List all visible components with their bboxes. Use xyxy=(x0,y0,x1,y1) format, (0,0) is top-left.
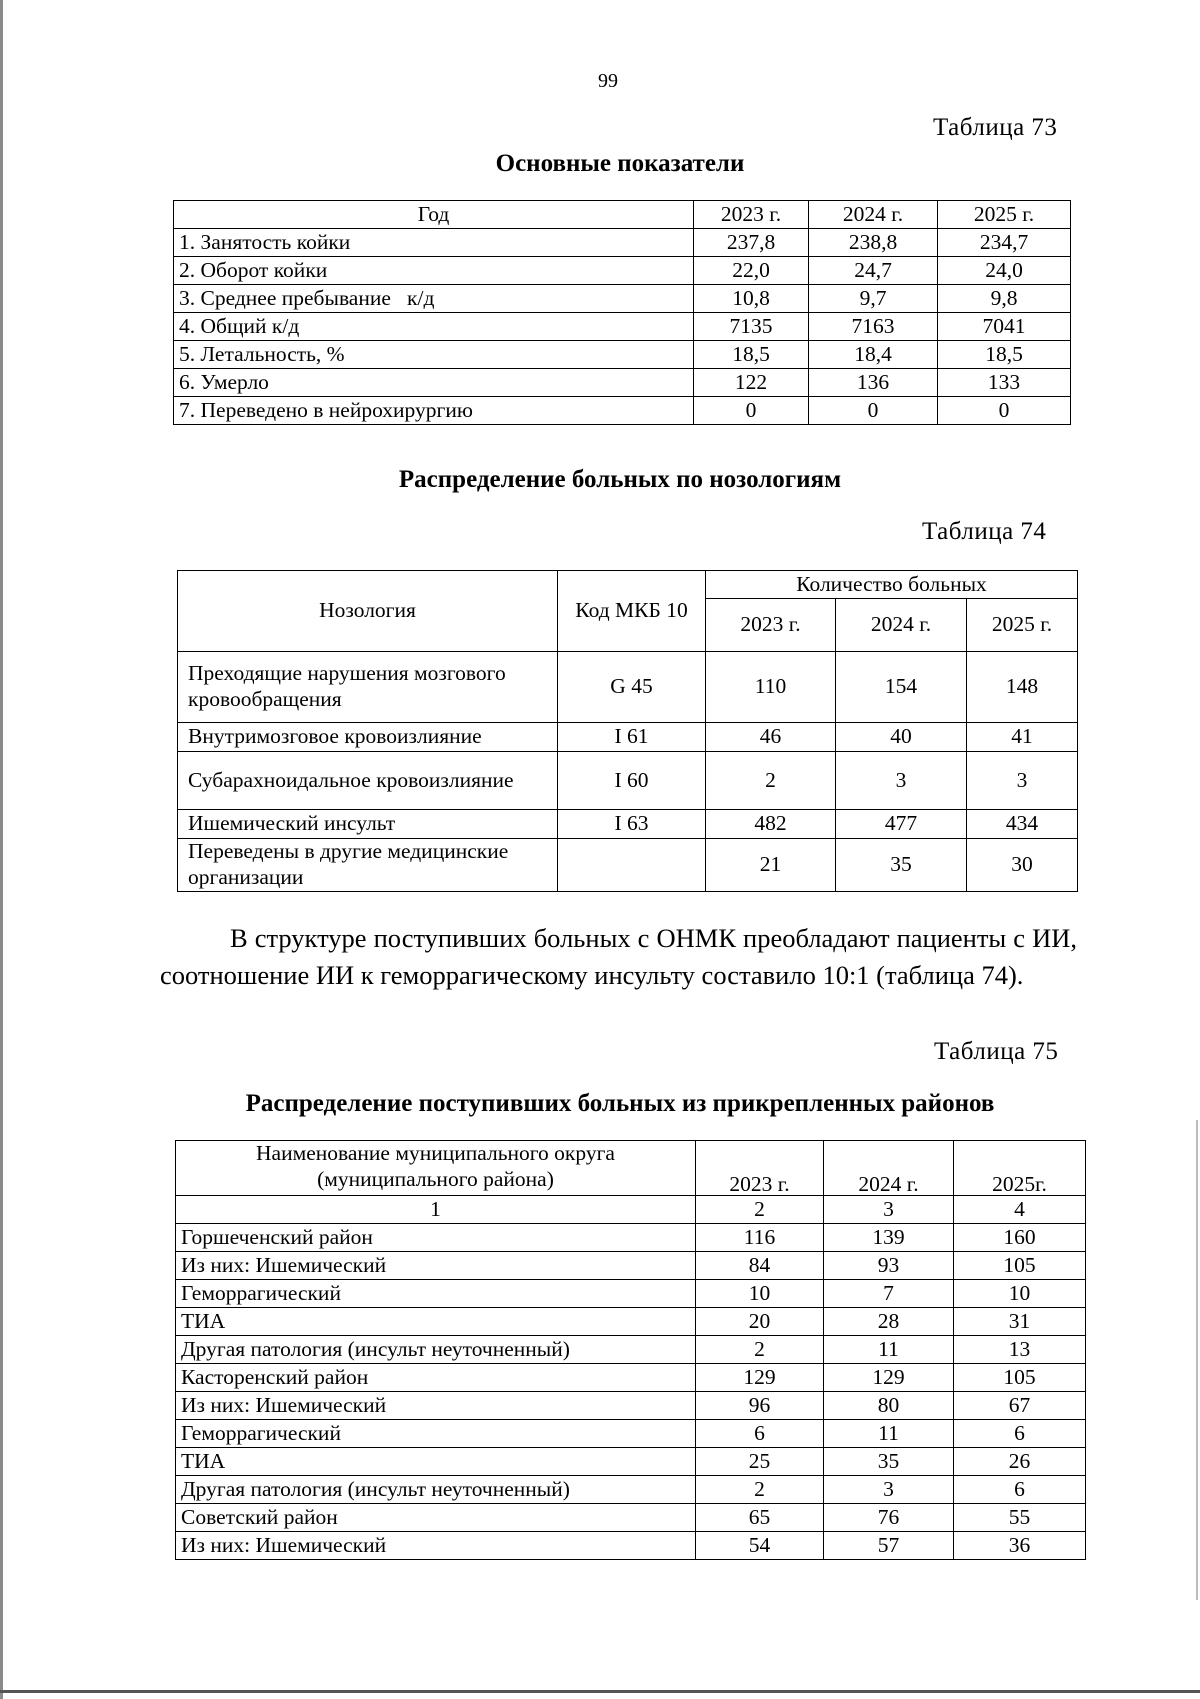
row-label: Субарахноидальное кровоизлияние xyxy=(178,752,558,810)
cell-value: 18,4 xyxy=(809,341,938,369)
table-row xyxy=(176,1392,1086,1420)
table-row xyxy=(176,1364,1086,1392)
cell-value: 41 xyxy=(967,723,1078,752)
header-cell: Год xyxy=(174,201,694,229)
cell-value: 30 xyxy=(967,839,1078,892)
cell-value: 6 xyxy=(696,1420,824,1448)
cell-value: 57 xyxy=(824,1532,954,1560)
table-header-row xyxy=(176,1141,1086,1196)
header-year: 2024 г. xyxy=(836,599,967,652)
cell-value: 9,7 xyxy=(809,285,938,313)
row-label: 2. Оборот койки xyxy=(174,257,694,285)
cell-value: 67 xyxy=(954,1392,1086,1420)
cell-value: 10 xyxy=(954,1280,1086,1308)
body-paragraph xyxy=(160,920,1077,994)
column-number: 4 xyxy=(954,1196,1086,1224)
header-nosology: Нозология xyxy=(178,571,558,652)
cell-value: 136 xyxy=(809,369,938,397)
cell-value: 24,0 xyxy=(938,257,1071,285)
cell-value: 55 xyxy=(954,1504,1086,1532)
cell-value: 477 xyxy=(836,810,967,839)
cell-value: 11 xyxy=(824,1336,954,1364)
cell-value: 6 xyxy=(954,1420,1086,1448)
table75-title: Распределение поступивших больных из прикрепленных районов xyxy=(245,1090,995,1117)
cell-value: 129 xyxy=(824,1364,954,1392)
cell-value: 11 xyxy=(824,1420,954,1448)
table-row xyxy=(176,1224,1086,1252)
cell-value: 96 xyxy=(696,1392,824,1420)
cell-value: 40 xyxy=(836,723,967,752)
cell-value: 7 xyxy=(824,1280,954,1308)
cell-value: 9,8 xyxy=(938,285,1071,313)
table-row xyxy=(174,369,1071,397)
cell-value: 54 xyxy=(696,1532,824,1560)
table-row xyxy=(178,723,1078,752)
row-label: Другая патология (инсульт неуточненный) xyxy=(176,1476,696,1504)
cell-value: 2 xyxy=(696,1476,824,1504)
header-icd-code: Код МКБ 10 xyxy=(558,571,706,652)
cell-value: 18,5 xyxy=(938,341,1071,369)
cell-icd: I 61 xyxy=(558,723,706,752)
table73-title: Основные показатели xyxy=(495,150,745,177)
cell-value: 3 xyxy=(824,1476,954,1504)
cell-value: 35 xyxy=(824,1448,954,1476)
row-label: Переведены в другие медицинские организации xyxy=(178,839,558,892)
paragraph-text: В структуре поступивших больных с ОНМК преобладают пациенты с ИИ, соотношение ИИ к геморрагическому инсульту составило 10:1 (таблица 74). xyxy=(160,923,1077,990)
cell-value: 10 xyxy=(696,1280,824,1308)
table-header-row xyxy=(178,571,1078,599)
cell-value: 237,8 xyxy=(694,229,809,257)
cell-value: 0 xyxy=(694,397,809,425)
cell-value: 105 xyxy=(954,1252,1086,1280)
table-row xyxy=(174,285,1071,313)
cell-value: 35 xyxy=(836,839,967,892)
cell-value: 238,8 xyxy=(809,229,938,257)
cell-value: 24,7 xyxy=(809,257,938,285)
scan-edge-bottom xyxy=(0,1690,1200,1693)
cell-icd: I 60 xyxy=(558,752,706,810)
cell-value: 25 xyxy=(696,1448,824,1476)
row-label: 3. Среднее пребывание к/д xyxy=(174,285,694,313)
table74 xyxy=(177,570,1078,892)
header-district: Наименование муниципального округа (муниципального района) xyxy=(176,1141,696,1196)
table-row xyxy=(176,1504,1086,1532)
row-label: Советский район xyxy=(176,1504,696,1532)
table-row xyxy=(176,1532,1086,1560)
row-label: Горшеченский район xyxy=(176,1224,696,1252)
cell-value: 93 xyxy=(824,1252,954,1280)
header-year: 2023 г. xyxy=(706,599,836,652)
table74-title: Распределение больных по нозологиям xyxy=(398,466,842,493)
table73 xyxy=(173,200,1071,425)
cell-value: 76 xyxy=(824,1504,954,1532)
column-number: 2 xyxy=(696,1196,824,1224)
table-row xyxy=(178,810,1078,839)
header-year: 2025г. xyxy=(954,1141,1086,1196)
cell-value: 84 xyxy=(696,1252,824,1280)
table-numbering-row xyxy=(176,1196,1086,1224)
cell-value: 10,8 xyxy=(694,285,809,313)
cell-value: 129 xyxy=(696,1364,824,1392)
cell-value: 0 xyxy=(809,397,938,425)
scan-edge-left xyxy=(0,0,3,1699)
cell-value: 154 xyxy=(836,652,967,723)
cell-value: 139 xyxy=(824,1224,954,1252)
cell-value: 65 xyxy=(696,1504,824,1532)
header-patients-count: Количество больных xyxy=(706,571,1078,599)
cell-value: 6 xyxy=(954,1476,1086,1504)
cell-value: 434 xyxy=(967,810,1078,839)
row-label: Из них: Ишемический xyxy=(176,1392,696,1420)
header-cell: 2024 г. xyxy=(809,201,938,229)
cell-value: 7163 xyxy=(809,313,938,341)
row-label: 4. Общий к/д xyxy=(174,313,694,341)
table-row xyxy=(176,1336,1086,1364)
cell-value: 36 xyxy=(954,1532,1086,1560)
row-label: Ишемический инсульт xyxy=(178,810,558,839)
cell-value: 46 xyxy=(706,723,836,752)
page-number: 99 xyxy=(598,70,618,92)
cell-value: 116 xyxy=(696,1224,824,1252)
table75 xyxy=(175,1140,1086,1560)
header-year: 2023 г. xyxy=(696,1141,824,1196)
column-number: 3 xyxy=(824,1196,954,1224)
cell-value: 160 xyxy=(954,1224,1086,1252)
row-label: 6. Умерло xyxy=(174,369,694,397)
row-label: ТИА xyxy=(176,1448,696,1476)
row-label: 7. Переведено в нейрохирургию xyxy=(174,397,694,425)
header-year: 2025 г. xyxy=(967,599,1078,652)
row-label: Внутримозговое кровоизлияние xyxy=(178,723,558,752)
header-year: 2024 г. xyxy=(824,1141,954,1196)
cell-value: 22,0 xyxy=(694,257,809,285)
table-row xyxy=(174,229,1071,257)
table-row xyxy=(178,652,1078,723)
cell-value: 122 xyxy=(694,369,809,397)
cell-value: 7041 xyxy=(938,313,1071,341)
table75-label: Таблица 75 xyxy=(934,1038,1059,1065)
table-row xyxy=(176,1308,1086,1336)
row-label: Из них: Ишемический xyxy=(176,1532,696,1560)
table-row xyxy=(174,257,1071,285)
cell-value: 80 xyxy=(824,1392,954,1420)
row-label: Другая патология (инсульт неуточненный) xyxy=(176,1336,696,1364)
cell-value: 26 xyxy=(954,1448,1086,1476)
cell-value: 234,7 xyxy=(938,229,1071,257)
cell-value: 20 xyxy=(696,1308,824,1336)
cell-value: 21 xyxy=(706,839,836,892)
cell-icd xyxy=(558,839,706,892)
cell-icd: G 45 xyxy=(558,652,706,723)
cell-value: 7135 xyxy=(694,313,809,341)
cell-value: 105 xyxy=(954,1364,1086,1392)
column-number: 1 xyxy=(176,1196,696,1224)
row-label: Касторенский район xyxy=(176,1364,696,1392)
table-header-row xyxy=(174,201,1071,229)
cell-value: 482 xyxy=(706,810,836,839)
table-row xyxy=(176,1252,1086,1280)
row-label: Преходящие нарушения мозгового кровообращения xyxy=(178,652,558,723)
table-row xyxy=(176,1448,1086,1476)
row-label: Из них: Ишемический xyxy=(176,1252,696,1280)
row-label: Геморрагический xyxy=(176,1280,696,1308)
header-cell: 2025 г. xyxy=(938,201,1071,229)
scan-edge-right xyxy=(1196,1120,1198,1600)
row-label: 1. Занятость койки xyxy=(174,229,694,257)
cell-value: 18,5 xyxy=(694,341,809,369)
header-cell: 2023 г. xyxy=(694,201,809,229)
table-row xyxy=(176,1476,1086,1504)
row-label: Геморрагический xyxy=(176,1420,696,1448)
table-row xyxy=(174,341,1071,369)
row-label: ТИА xyxy=(176,1308,696,1336)
cell-value: 13 xyxy=(954,1336,1086,1364)
cell-value: 0 xyxy=(938,397,1071,425)
table-row xyxy=(178,839,1078,892)
cell-value: 3 xyxy=(836,752,967,810)
table-row xyxy=(176,1420,1086,1448)
cell-value: 31 xyxy=(954,1308,1086,1336)
table-row xyxy=(178,752,1078,810)
cell-value: 133 xyxy=(938,369,1071,397)
cell-value: 3 xyxy=(967,752,1078,810)
cell-value: 110 xyxy=(706,652,836,723)
cell-value: 28 xyxy=(824,1308,954,1336)
table-row xyxy=(174,313,1071,341)
table73-label: Таблица 73 xyxy=(933,114,1058,141)
cell-value: 148 xyxy=(967,652,1078,723)
cell-value: 2 xyxy=(706,752,836,810)
cell-value: 2 xyxy=(696,1336,824,1364)
row-label: 5. Летальность, % xyxy=(174,341,694,369)
cell-icd: I 63 xyxy=(558,810,706,839)
table-row xyxy=(174,397,1071,425)
table-row xyxy=(176,1280,1086,1308)
table74-label: Таблица 74 xyxy=(922,518,1047,545)
